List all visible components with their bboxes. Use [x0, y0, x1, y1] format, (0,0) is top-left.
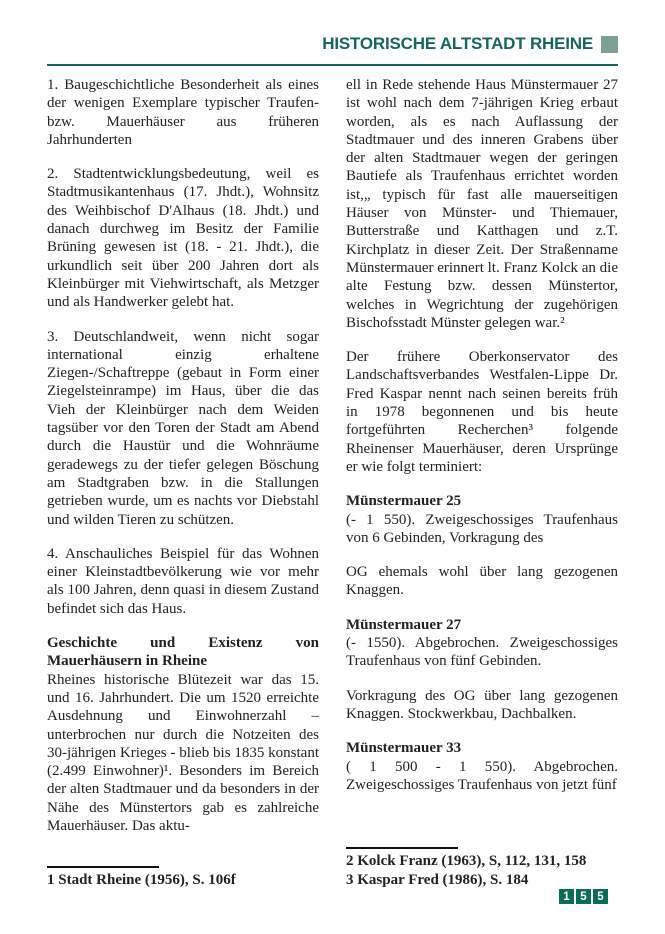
- page-content: [47, 76, 618, 890]
- header-accent-square-icon: [601, 36, 618, 53]
- paragraph: ( 1 500 - 1 550). Abgebrochen. Zweigeschossiges Traufenhaus von jetzt fünf: [346, 758, 618, 793]
- paragraph: Rheines historische Blütezeit war das 15. und 16. Jahrhundert. Die um 1520 erreichte Ausdehnung und Einwohnerzahl – unterbrochen nur durch die Notzeiten des 30-jährigen Krieges - blieb bis 1835 konstant (2.499 Einwohner)¹. Besonders im Bereich der alten Stadtmauer und da besonders in der Nähe des Münstertors gab es zahlreiche Mauerhäuser. Das aktu-: [47, 671, 319, 834]
- section-heading: Münstermauer 33: [346, 740, 462, 757]
- paragraph: 2. Stadtentwicklungsbedeutung, weil es Stadtmusikantenhaus (17. Jhdt.), Wohnsitz des Weihbischof D'Alhaus (18. Jhdt.) und danach durchweg im Besitz der Familie Brüning gewesen ist (18. - 21. Jhdt.), die urkundlich seit über 200 Jahren dort als Kleinbürger mit Viehwirtschaft, als Metzger und als Handwerker gelebt hat.: [47, 166, 319, 311]
- paragraph: OG ehemals wohl über lang gezogenen Knaggen.: [346, 564, 618, 599]
- header-rule: [47, 64, 618, 66]
- footnote: 3 Kaspar Fred (1986), S. 184: [346, 872, 529, 888]
- footnote: 2 Kolck Franz (1963), S, 112, 131, 158: [346, 853, 587, 869]
- paragraph: (- 1 550). Zweigeschossiges Traufenhaus von 6 Gebinden, Vorkragung des: [346, 511, 618, 546]
- paragraph: (- 1550). Abgebrochen. Zweigeschossiges Traufenhaus von fünf Gebinden.: [346, 635, 618, 670]
- section-heading: Münstermauer 27: [346, 616, 462, 633]
- page-number-digit: 5: [593, 889, 608, 904]
- footnotes: [47, 864, 319, 890]
- page-header: [47, 34, 618, 54]
- paragraph: ell in Rede stehende Haus Münstermauer 27 ist wohl nach dem 7-jährigen Krieg erbaut worden, als es nach Auflassung der Stadtmauer und des inneren Grabens über der alten Stadtmauer wegen der geringen Bautiefe als Traufenhaus errichtet worden ist,„ typisch für fast alle mauerseitigen Häuser von Münster- und Thiemauer, Butterstraße und Katthagen und z.T. Kirchplatz in dieser Zeit. Der Straßenname Münstermauer erinnert lt. Franz Kolck an die alte Festung bzw. dessen Münstertor, welches in Wegrichtung der zugehörigen Bischofsstadt Münster gelegen war.²: [346, 77, 618, 331]
- footnotes: [346, 845, 618, 890]
- paragraph: Vorkragung des OG über lang gezogenen Knaggen. Stockwerkbau, Dachbalken.: [346, 687, 618, 722]
- section-heading: Geschichte und Existenz von Mauerhäusern in Rheine: [47, 635, 319, 670]
- right-column: [346, 76, 618, 890]
- paragraph: Der frühere Oberkonservator des Landschaftsverbandes Westfalen-Lippe Dr. Fred Kaspar nennt nach seinen bereits früh in 1978 begonnenen und bis heute fortgeführten Recherchen³ folgende Rheinenser Mauerhäuser, deren Ursprünge er wie folgt terminiert:: [346, 349, 618, 475]
- paragraph: 4. Anschauliches Beispiel für das Wohnen einer Kleinstadtbevölkerung wie vor mehr als 100 Jahren, denn quasi in diesem Zustand befindet sich das Haus.: [47, 545, 319, 617]
- paragraph: 3. Deutschlandweit, wenn nicht sogar international einzig erhaltene Ziegen-/Schaftreppe (gebaut in Form einer Ziegelsteinrampe) im Haus, über die das Vieh der Kleinbürger nach dem Weiden tagsüber vor den Toren der Stadt am Abend durch die Haustür und die Wohnräume geradewegs zu der tiefer gelegen Böschung am Stadtgraben bzw. in die Stallungen getrieben wurde, um es nachts vor Diebstahl und wilden Tieren zu schützen.: [47, 328, 319, 528]
- section-heading: Münstermauer 25: [346, 493, 462, 510]
- paragraph: 1. Baugeschichtliche Besonderheit als eines der wenigen Exemplare typischer Traufen- bzw. Mauerhäuser aus früheren Jahrhunderten: [47, 77, 319, 148]
- page-number-digit: 5: [576, 889, 591, 904]
- footnote: 1 Stadt Rheine (1956), S. 106f: [47, 872, 236, 888]
- page-number: [559, 889, 608, 904]
- page-number-digit: 1: [559, 889, 574, 904]
- page-header-title: HISTORISCHE ALTSTADT RHEINE: [322, 34, 593, 53]
- left-column: [47, 76, 319, 890]
